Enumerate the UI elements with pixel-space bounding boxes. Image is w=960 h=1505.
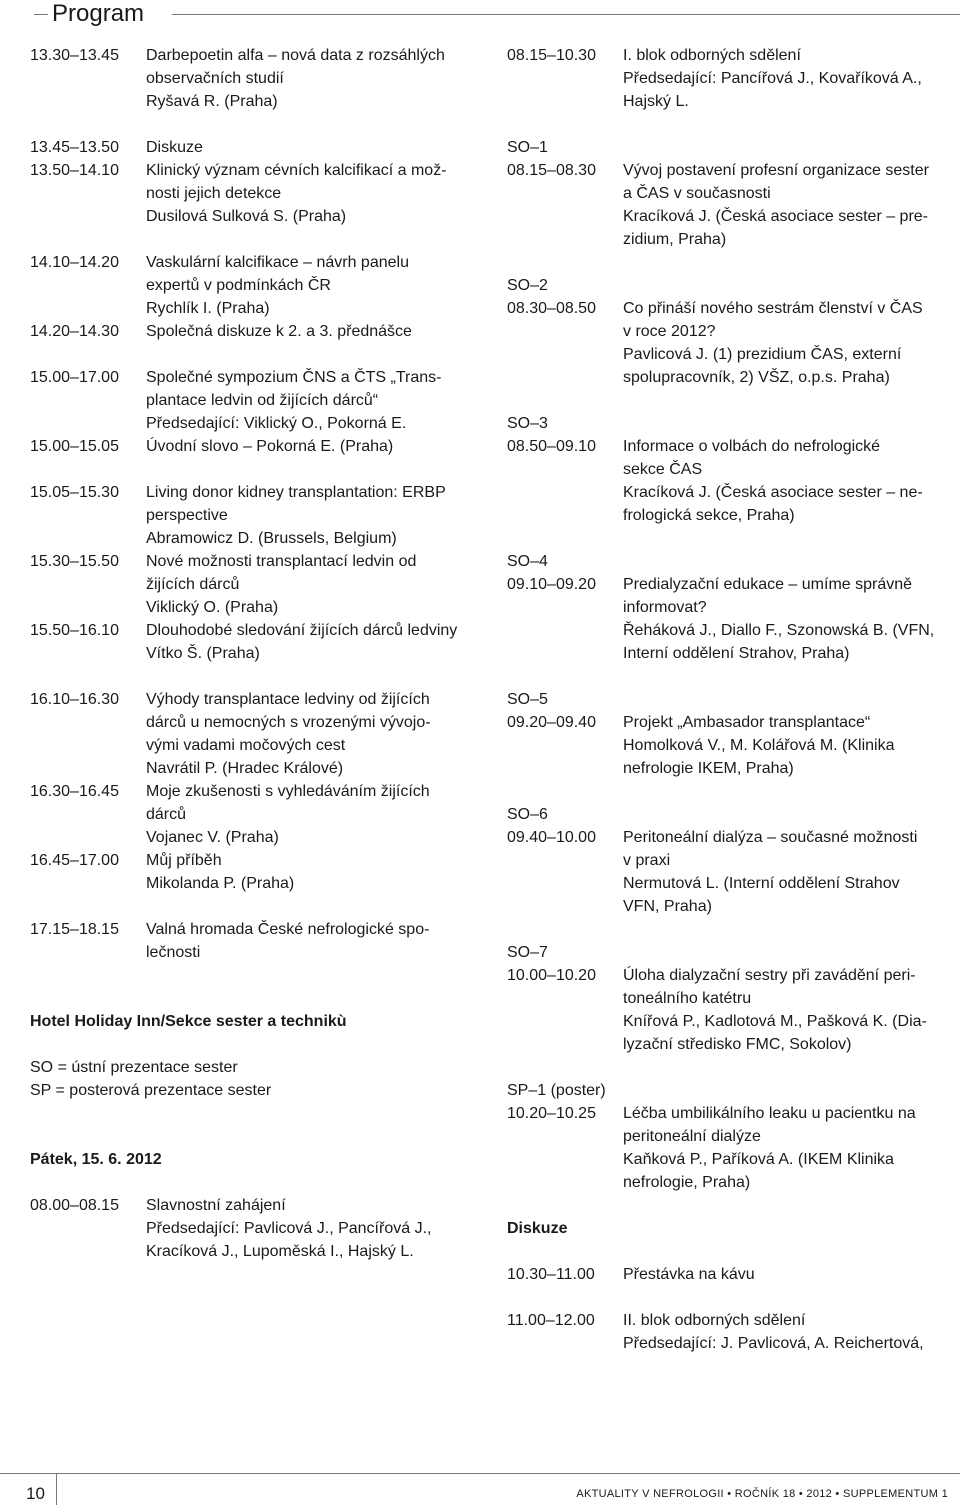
program-entry xyxy=(30,688,482,780)
entry-description: Klinický význam cévních kalcifikací a mož- nosti jejich detekce Dusilová Sulková S. (Praha) xyxy=(146,162,447,225)
entry-description: Společná diskuze k 2. a 3. přednášce xyxy=(146,323,412,340)
entry-time: 08.50–09.10 xyxy=(507,438,596,455)
program-entry xyxy=(507,297,959,389)
entry-time: 08.15–10.30 xyxy=(507,47,596,64)
entry-description: Dlouhodobé sledování žijících dárců ledviny Vítko Š. (Praha) xyxy=(146,622,458,662)
entry-time: 09.20–09.40 xyxy=(507,714,596,731)
entry-time: 08.30–08.50 xyxy=(507,300,596,317)
entry-description: Projekt „Ambasador transplantace“ Homolková V., M. Kolářová M. (Klinika nefrologie IKEM, Praha) xyxy=(623,714,895,777)
entry-description: Společné sympozium ČNS a ČTS „Trans- plantace ledvin od žijících dárců“ Předsedající: Viklický O., Pokorná E. xyxy=(146,369,442,432)
program-entry xyxy=(30,320,482,343)
section-label: SO–1 xyxy=(507,139,548,156)
program-entry xyxy=(30,44,482,113)
page-number: 10 xyxy=(26,1484,45,1503)
entry-description: I. blok odborných sdělení Předsedající: Pancířová J., Kovaříková A., Hajský L. xyxy=(623,47,922,110)
entry-time: 15.50–16.10 xyxy=(30,622,119,639)
program-entry xyxy=(507,711,959,780)
entry-description: Co přináší nového sestrám členství v ČAS v roce 2012? Pavlicová J. (1) prezidium ČAS, externí spolupracovník, 2) VŠZ, o.p.s. Praha) xyxy=(623,300,923,386)
section-label: SO–5 xyxy=(507,691,548,708)
header-rule-right xyxy=(172,14,960,15)
entry-time: 09.40–10.00 xyxy=(507,829,596,846)
program-entry xyxy=(507,435,959,527)
program-right-column xyxy=(507,44,959,1355)
section-heading: Hotel Holiday Inn/Sekce sester a technikù xyxy=(30,1013,347,1030)
section-label: SO–3 xyxy=(507,415,548,432)
entry-time: 15.05–15.30 xyxy=(30,484,119,501)
program-entry xyxy=(30,849,482,895)
entry-description: Úloha dialyzační sestry při zavádění peri- toneálního katétru Knířová P., Kadlotová M., Pašková K. (Dia- lyzační středisko FMC, Sokolov) xyxy=(623,967,927,1053)
entry-time: 14.10–14.20 xyxy=(30,254,119,271)
program-entry xyxy=(30,780,482,849)
entry-description: II. blok odborných sdělení Předsedající: J. Pavlicová, A. Reichertová, xyxy=(623,1312,924,1352)
entry-description: Informace o volbách do nefrologické sekce ČAS Kracíková J. (Česká asociace sester – ne- frologická sekce, Praha) xyxy=(623,438,923,524)
entry-description: Living donor kidney transplantation: ERBP perspective Abramowicz D. (Brussels, Belgium) xyxy=(146,484,446,547)
program-entry xyxy=(507,44,959,113)
journal-name: AKTUALITY V NEFROLOGII • ROČNÍK 18 • 2012 • SUPPLEMENTUM 1 xyxy=(576,1488,948,1500)
entry-time: 10.20–10.25 xyxy=(507,1105,596,1122)
program-entry xyxy=(30,481,482,550)
program-entry xyxy=(30,136,482,159)
program-entry xyxy=(507,826,959,918)
entry-description: Peritoneální dialýza – současné možnosti v praxi Nermutová L. (Interní oddělení Strahov VFN, Praha) xyxy=(623,829,918,915)
entry-time: 10.00–10.20 xyxy=(507,967,596,984)
entry-description: Slavnostní zahájení Předsedající: Pavlicová J., Pancířová J., Kracíková J., Lupoměská I., Hajský L. xyxy=(146,1197,432,1260)
entry-description: Můj příběh Mikolanda P. (Praha) xyxy=(146,852,295,892)
entry-description: Valná hromada České nefrologické spo- lečnosti xyxy=(146,921,430,961)
program-entry xyxy=(30,159,482,228)
program-entry xyxy=(507,573,959,665)
entry-description: Darbepoetin alfa – nová data z rozsáhlých observačních studií Ryšavá R. (Praha) xyxy=(146,47,445,110)
entry-description: Léčba umbilikálního leaku u pacientku na peritoneální dialýze Kaňková P., Paříková A. (IKEM Klinika nefrologie, Praha) xyxy=(623,1105,916,1191)
entry-description: Predialyzační edukace – umíme správně informovat? Řeháková J., Diallo F., Szonowská B. (VFN, Interní oddělení Strahov, Praha) xyxy=(623,576,935,662)
program-entry xyxy=(30,435,482,458)
page-title: Program xyxy=(52,0,145,27)
entry-description: Vaskulární kalcifikace – návrh panelu expertů v podmínkách ČR Rychlík I. (Praha) xyxy=(146,254,409,317)
entry-time: 14.20–14.30 xyxy=(30,323,119,340)
section-label: SO = ústní prezentace sester SP = posterová prezentace sester xyxy=(30,1059,272,1099)
entry-time: 15.30–15.50 xyxy=(30,553,119,570)
program-entry xyxy=(30,918,482,964)
entry-description: Úvodní slovo – Pokorná E. (Praha) xyxy=(146,438,394,455)
section-label: SO–4 xyxy=(507,553,548,570)
entry-description: Vývoj postavení profesní organizace sester a ČAS v současnosti Kracíková J. (Česká asociace sester – pre- zidium, Praha) xyxy=(623,162,929,248)
header-rule-left xyxy=(34,14,48,15)
entry-time: 10.30–11.00 xyxy=(507,1266,595,1283)
entry-time: 08.15–08.30 xyxy=(507,162,596,179)
program-entry xyxy=(507,1309,959,1355)
program-entry xyxy=(507,964,959,1056)
entry-description: Moje zkušenosti s vyhledáváním žijících dárců Vojanec V. (Praha) xyxy=(146,783,430,846)
section-label: SO–6 xyxy=(507,806,548,823)
section-label: SO–7 xyxy=(507,944,548,961)
entry-time: 15.00–15.05 xyxy=(30,438,119,455)
program-entry xyxy=(30,550,482,619)
entry-description: Výhody transplantace ledviny od žijících dárců u nemocných s vrozenými vývojo- vými vadami močových cest Navrátil P. (Hradec Králové) xyxy=(146,691,431,777)
program-entry xyxy=(30,251,482,320)
footer-rule xyxy=(0,1473,960,1474)
entry-time: 13.30–13.45 xyxy=(30,47,119,64)
program-entry xyxy=(30,366,482,435)
entry-time: 08.00–08.15 xyxy=(30,1197,119,1214)
entry-time: 13.50–14.10 xyxy=(30,162,119,179)
section-label: SO–2 xyxy=(507,277,548,294)
entry-description: Přestávka na kávu xyxy=(623,1266,755,1283)
entry-time: 13.45–13.50 xyxy=(30,139,119,156)
section-heading: Diskuze xyxy=(507,1220,568,1237)
entry-time: 16.45–17.00 xyxy=(30,852,119,869)
program-entry xyxy=(507,159,959,251)
entry-time: 09.10–09.20 xyxy=(507,576,596,593)
section-label: SP–1 (poster) xyxy=(507,1082,606,1099)
program-entry xyxy=(30,619,482,665)
entry-time: 16.30–16.45 xyxy=(30,783,119,800)
program-entry xyxy=(30,1194,482,1263)
entry-description: Nové možnosti transplantací ledvin od žijících dárců Viklický O. (Praha) xyxy=(146,553,417,616)
entry-time: 16.10–16.30 xyxy=(30,691,119,708)
entry-time: 15.00–17.00 xyxy=(30,369,119,386)
program-entry xyxy=(507,1263,959,1286)
program-entry xyxy=(507,1102,959,1194)
footer-divider xyxy=(56,1473,57,1505)
program-left-column xyxy=(30,44,482,1263)
entry-time: 11.00–12.00 xyxy=(507,1312,595,1329)
section-heading: Pátek, 15. 6. 2012 xyxy=(30,1151,162,1168)
entry-time: 17.15–18.15 xyxy=(30,921,119,938)
entry-description: Diskuze xyxy=(146,139,203,156)
